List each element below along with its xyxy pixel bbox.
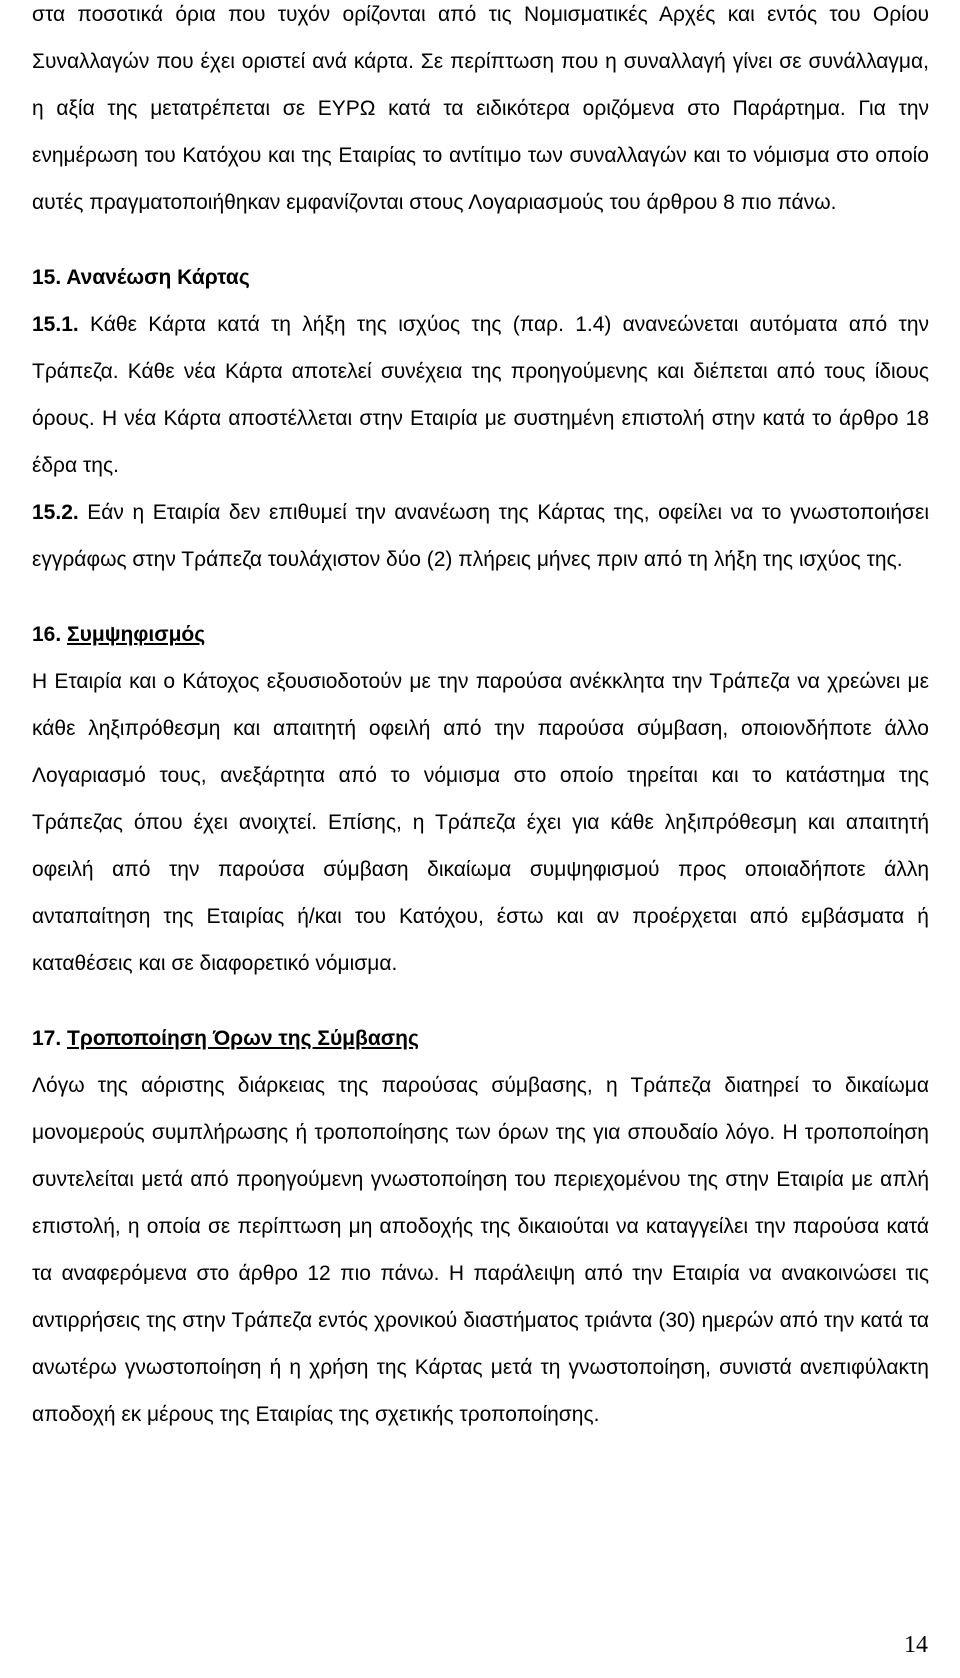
clause-text: Κάθε Κάρτα κατά τη λήξη της ισχύος της (παρ. 1.4) ανανεώνεται αυτόματα από την Τράπεζα. Κάθε νέα Κάρτα αποτελεί συνέχεια της προηγούμενης και διέπεται από τους ίδιους όρους. Η νέα Κάρτα αποστέλλεται στην Εταιρία με συστημένη επιστολή στην κατά το άρθρο 18 έδρα της. (32, 313, 929, 477)
section-title: Τροποποίηση Όρων της Σύμβασης (67, 1027, 419, 1050)
clause-number: 15.1. (32, 313, 79, 336)
clause-number: 15.2. (32, 501, 79, 524)
section-17-text: Λόγω της αόριστης διάρκειας της παρούσας σύμβασης, η Τράπεζα διατηρεί το δικαίωμα μονομερούς συμπλήρωσης ή τροποποίησης των όρων της για σπουδαίο λόγο. Η τροποποίηση συντελείται μετά από προηγούμενη γνωστοποίηση του περιεχομένου της στην Εταιρία με απλή επιστολή, η οποία σε περίπτωση μη αποδοχής της δικαιούται να καταγγείλει την παρούσα κατά τα αναφερόμενα στο άρθρο 12 πιο πάνω. Η παράλειψη από την Εταιρία να ανακοινώσει τις αντιρρήσεις της στην Τράπεζα εντός χρονικού διαστήματος τριάντα (30) ημερών από την κατά τα ανωτέρω γνωστοποίηση ή η χρήση της Κάρτας μετά τη γνωστοποίηση, συνιστά ανεπιφύλακτη αποδοχή εκ μέρους της Εταιρίας της σχετικής τροποποίησης. (32, 1074, 929, 1426)
paragraph-gap (32, 987, 929, 1015)
page-number: 14 (904, 1632, 928, 1658)
section-17-heading (32, 1015, 929, 1062)
paragraph-gap (32, 226, 929, 254)
clause-text: Εάν η Εταιρία δεν επιθυμεί την ανανέωση της Κάρτας της, οφείλει να το γνωστοποιήσει εγγράφως στην Τράπεζα τουλάχιστον δύο (2) πλήρεις μήνες πριν από τη λήξη της ισχύος της. (32, 501, 929, 571)
section-16-text: Η Εταιρία και ο Κάτοχος εξουσιοδοτούν με την παρούσα ανέκκλητα την Τράπεζα να χρεώνει με κάθε ληξιπρόθεσμη και απαιτητή οφειλή από την παρούσα σύμβαση, οποιονδήποτε άλλο Λογαριασμό τους, ανεξάρτητα από το νόμισμα στο οποίο τηρείται και το κατάστημα της Τράπεζας όπου έχει ανοιχτεί. Επίσης, η Τράπεζα έχει για κάθε ληξιπρόθεσμη και απαιτητή οφειλή από την παρούσα σύμβαση δικαίωμα συμψηφισμού προς οποιαδήποτε άλλη ανταπαίτηση της Εταιρίας ή/και του Κατόχου, έστω και αν προέρχεται από εμβάσματα ή καταθέσεις και σε διαφορετικό νόμισμα. (32, 670, 929, 975)
section-number: 17. (32, 1027, 68, 1050)
paragraph-gap (32, 583, 929, 611)
document-page (32, 0, 929, 1438)
section-15-clause-2 (32, 489, 929, 583)
section-15-clause-1 (32, 301, 929, 489)
section-title: Συμψηφισμός (67, 623, 206, 646)
section-16-heading (32, 611, 929, 658)
intro-paragraph: στα ποσοτικά όρια που τυχόν ορίζονται από τις Νομισματικές Αρχές και εντός του Ορίου Συναλλαγών που έχει οριστεί ανά κάρτα. Σε περίπτωση που η συναλλαγή γίνει σε συνάλλαγμα, η αξία της μετατρέπεται σε ΕΥΡΩ κατά τα ειδικότερα οριζόμενα στο Παράρτημα. Για την ενημέρωση του Κατόχου και της Εταιρίας το αντίτιμο των συναλλαγών και το νόμισμα στο οποίο αυτές πραγματοποιήθηκαν εμφανίζονται στους Λογαριασμούς του άρθρου 8 πιο πάνω. (32, 3, 929, 214)
section-number: 16. (32, 623, 68, 646)
section-15-heading: 15. Ανανέωση Κάρτας (32, 266, 250, 289)
